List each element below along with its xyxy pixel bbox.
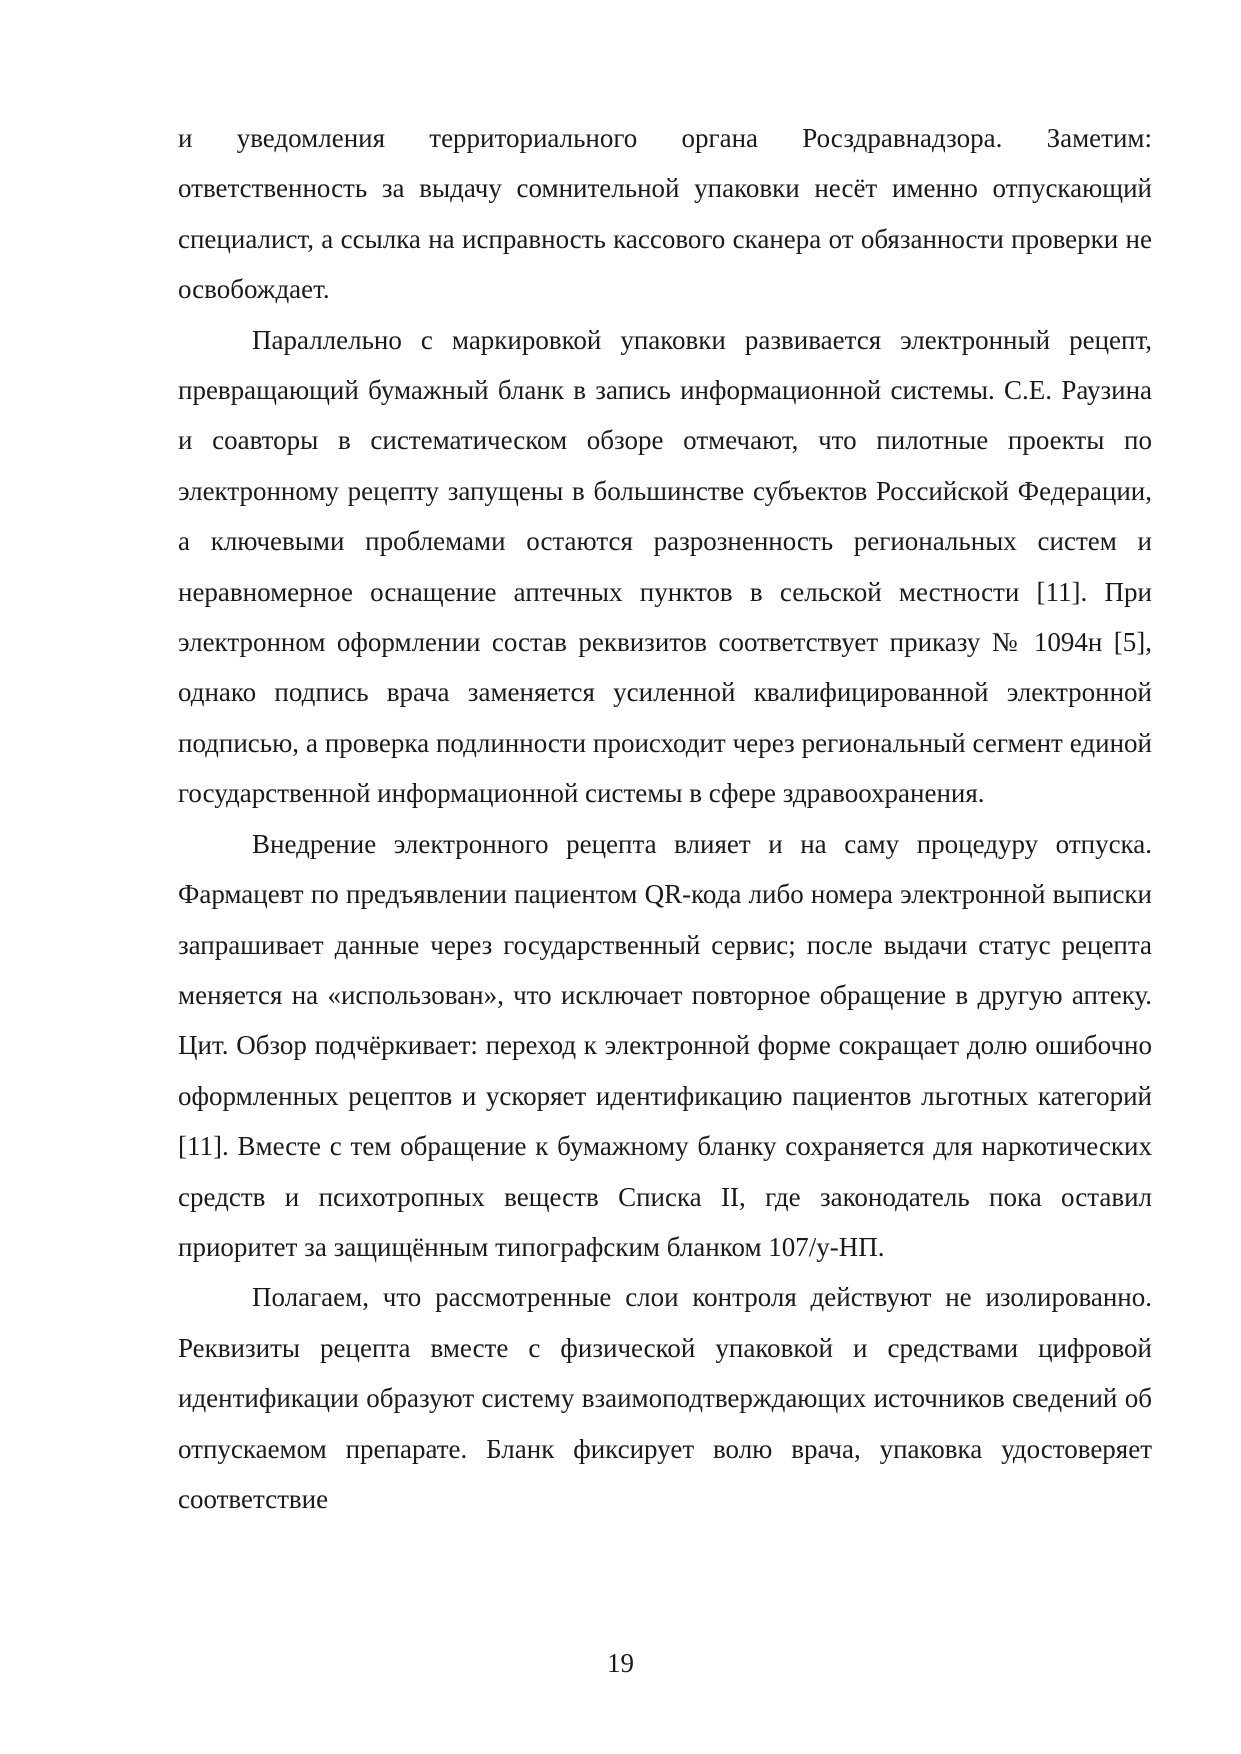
paragraph-control-layers: Полагаем, что рассмотренные слои контроля действуют не изолированно. Реквизиты рецепта вместе с физической упаковкой и средствами цифровой идентификации образуют систему взаимоподтверждающих источников сведений об отпускаемом препарате. Бланк фиксирует волю врача, упаковка удостоверяет соответствие	[178, 1282, 1152, 1514]
paragraph-electronic-prescription: Параллельно с маркировкой упаковки развивается электронный рецепт, превращающий бумажный бланк в запись информационной системы. С.Е. Раузина и соавторы в систематическом обзоре отмечают, что пилотные проекты по электронному рецепту запущены в большинстве субъектов Российской Федерации, а ключевыми проблемами остаются разрозненность региональных систем и неравномерное оснащение аптечных пунктов в сельской местности [11]. При электронном оформлении состав реквизитов соответствует приказу № 1094н [5], однако подпись врача заменяется усиленной квалифицированной электронной подписью, а проверка подлинности происходит через региональный сегмент единой государственной информационной системы в сфере здравоохранения.	[178, 324, 1152, 809]
paragraph-dispensing-procedure: Внедрение электронного рецепта влияет и на саму процедуру отпуска. Фармацевт по предъявлении пациентом QR-кода либо номера электронной выписки запрашивает данные через государственный сервис; после выдачи статус рецепта меняется на «использован», что исключает повторное обращение в другую аптеку. Цит. Обзор подчёркивает: переход к электронной форме сокращает долю ошибочно оформленных рецептов и ускоряет идентификацию пациентов льготных категорий [11]. Вместе с тем обращение к бумажному бланку сохраняется для наркотических средств и психотропных веществ Списка II, где законодатель пока оставил приоритет за защищённым типографским бланком 107/у-НП.	[178, 828, 1152, 1262]
paragraph-continuation: и уведомления территориального органа Росздравнадзора. Заметим: ответственность за выдачу сомнительной упаковки несёт именно отпускающий специалист, а ссылка на исправность кассового сканера от обязанности проверки не освобождает.	[178, 123, 1152, 305]
page-number: 19	[607, 1648, 634, 1678]
document-body	[178, 113, 1152, 1524]
